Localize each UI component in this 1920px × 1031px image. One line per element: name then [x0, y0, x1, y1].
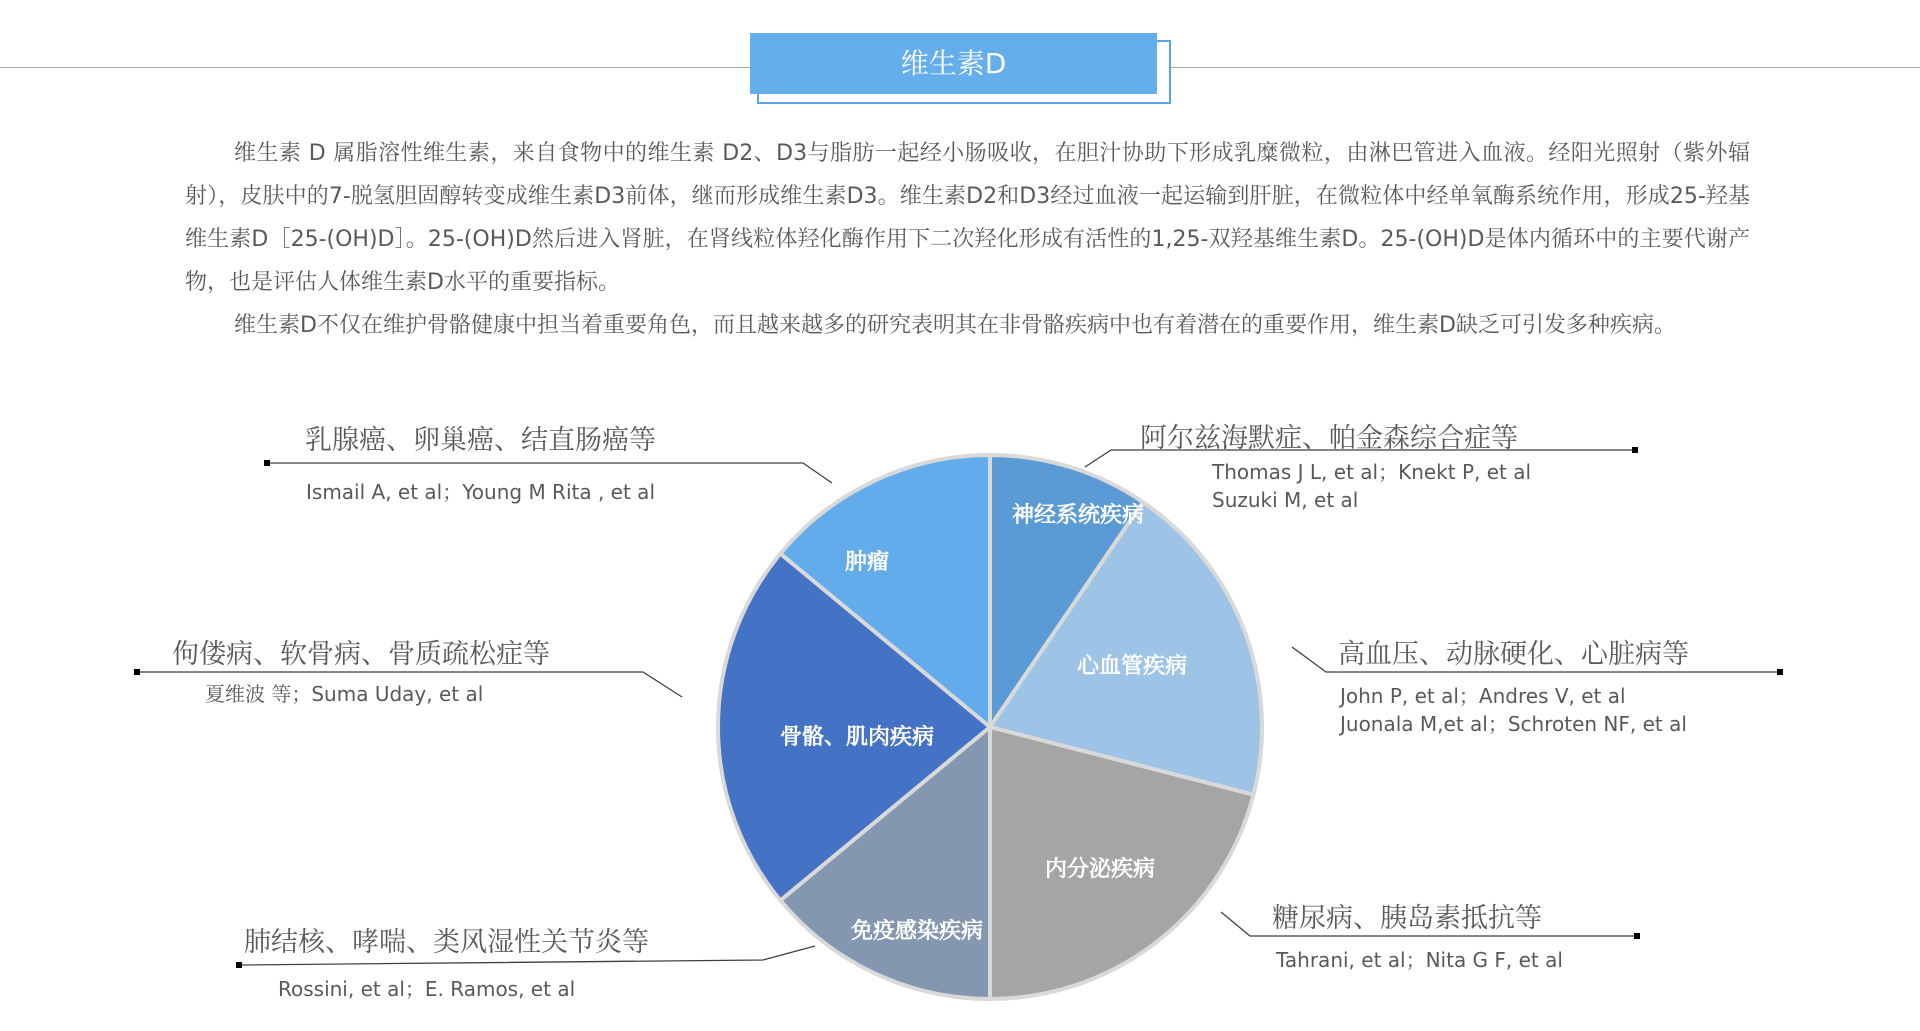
neuro-leader-endpoint: [1632, 447, 1638, 453]
neuro-category: 阿尔兹海默症、帕金森综合症等: [1140, 423, 1518, 454]
neuro-reference-2: Suzuki M, et al: [1212, 488, 1359, 512]
pie-chart: [718, 455, 1262, 999]
tumor-reference: Ismail A, et al；Young M Rita , et al: [306, 480, 655, 504]
endocrine-leader-endpoint: [1634, 933, 1640, 939]
pie-label-cardio: 心血管疾病: [1076, 654, 1188, 679]
cardio-reference-2: Juonala M,et al；Schroten NF, et al: [1340, 712, 1687, 736]
page-title: 维生素D: [750, 33, 1157, 94]
intro-paragraph: 维生素 D 属脂溶性维生素，来自食物中的维生素 D2、D3与脂肪一起经小肠吸收，在胆汁协助下形成乳糜微粒，由淋巴管进入血液。经阳光照射（紫外辐射），皮肤中的7-脱氢胆固醇转变成维生素D3前体，继而形成维生素D3。维生素D2和D3经过血液一起运输到肝脏，在微粒体中经单氧酶系统作用，形成25-羟基维生素D［25-(OH)D］。25-(OH)D然后进入肾脏，在肾线粒体羟化酶作用下二次羟化形成有活性的1,25-双羟基维生素D。25-(OH)D是体内循环中的主要代谢产物，也是评估人体维生素D水平的重要指标。: [185, 141, 1750, 295]
bone-reference: 夏维波 等；Suma Uday, et al: [205, 682, 484, 706]
cardio-leader-endpoint: [1777, 669, 1783, 675]
immune-leader-endpoint: [236, 962, 242, 968]
pie-label-endocrine: 内分泌疾病: [1044, 857, 1156, 882]
cardio-category: 高血压、动脉硬化、心脏病等: [1338, 639, 1689, 670]
pie-label-tumor: 肿瘤: [844, 550, 890, 575]
tumor-leader-endpoint: [264, 460, 270, 466]
neuro-reference-1: Thomas J L, et al；Knekt P, et al: [1212, 460, 1532, 484]
summary-paragraph: 维生素D不仅在维护骨骼健康中担当着重要角色，而且越来越多的研究表明其在非骨骼疾病中也有着潜在的重要作用，维生素D缺乏可引发多种疾病。: [234, 313, 1676, 338]
pie-label-immune: 免疫感染疾病: [850, 919, 984, 944]
bone-leader-endpoint: [134, 669, 140, 675]
tumor-category: 乳腺癌、卵巢癌、结直肠癌等: [305, 425, 656, 456]
immune-category: 肺结核、哮喘、类风湿性关节炎等: [244, 927, 649, 958]
bone-category: 佝偻病、软骨病、骨质疏松症等: [172, 639, 550, 670]
immune-reference: Rossini, et al；E. Ramos, et al: [278, 977, 576, 1001]
endocrine-reference: Tahrani, et al；Nita G F, et al: [1276, 948, 1563, 972]
pie-label-neuro: 神经系统疾病: [1011, 503, 1145, 528]
cardio-reference-1: John P, et al；Andres V, et al: [1340, 684, 1626, 708]
endocrine-category: 糖尿病、胰岛素抵抗等: [1272, 903, 1542, 934]
pie-label-bone: 骨骼、肌肉疾病: [779, 725, 935, 750]
